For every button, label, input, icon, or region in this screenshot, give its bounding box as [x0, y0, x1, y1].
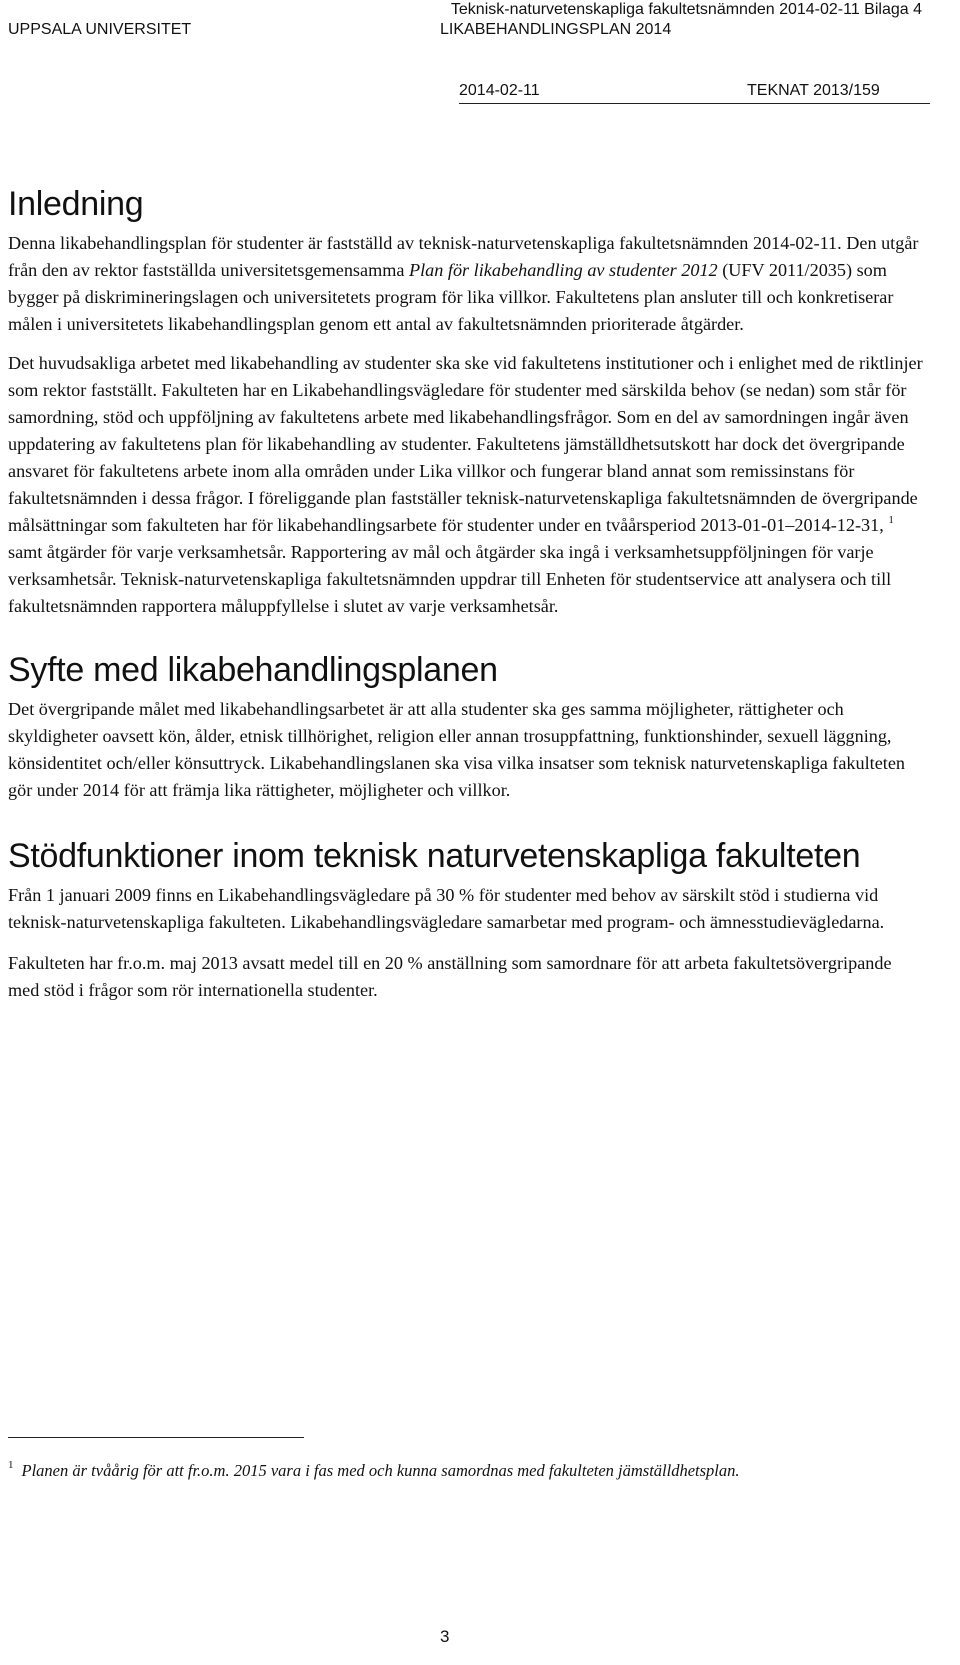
document-body — [8, 184, 923, 1018]
reference-number: TEKNAT 2013/159 — [747, 82, 880, 99]
intro-paragraph-1 — [8, 230, 923, 338]
support-paragraph-2: Fakulteten har fr.o.m. maj 2013 avsatt medel till en 20 % anställning som samordnare för att arbeta fakultetsövergripande med stöd i frågor som rör internationella studenter. — [8, 953, 892, 1000]
header-divider — [459, 103, 930, 104]
intro-p2-text-a: Det huvudsakliga arbetet med likabehandling av studenter ska ske vid fakultetens institutioner och i enlighet med de riktlinjer som rektor fastställt. Fakulteten har en Likabehandlingsvägledare för studenter med särskilda behov (se nedan) som står för samordning, stöd och uppföljning av fakultetens arbete med likabehandlingsfrågor. Som en del av samordningen ingår även uppdatering av fakultetens plan för likabehandling av studenter. Fakultetens jämställdhetsutskott har dock det övergripande ansvaret för fakultetens arbete inom alla områden under Lika villkor och fungerar bland annat som remissinstans för fakultetsnämnden i dessa frågor. I föreliggande plan fastställer teknisk-naturvetenskapliga fakultetsnämnden de övergripande målsättningar som fakulteten har för likabehandlingsarbete för studenter under en tvåårsperiod 2013-01-01–2014-12-31, — [8, 353, 923, 535]
page-number: 3 — [440, 1627, 450, 1646]
support-paragraph-1: Från 1 januari 2009 finns en Likabehandlingsvägledare på 30 % för studenter med behov av särskilt stöd i studierna vid teknisk-naturvetenskapliga fakulteten. Likabehandlingsvägledare samarbetar med program- och ämnesstudievägledarna. — [8, 885, 885, 932]
footnote-text: Planen är tvåårig för att fr.o.m. 2015 vara i fas med och kunna samordnas med fakulteten jämställdhetsplan. — [21, 1461, 740, 1480]
intro-paragraph-2 — [8, 350, 923, 620]
footnote-divider — [8, 1437, 304, 1438]
intro-p1-plan-title: Plan för likabehandling av studenter 2012 — [409, 260, 718, 280]
intro-p1-text-b: (UFV 2011/2035) som bygger på diskrimineringslagen och universitetets program för lika villkor. Fakultetens plan ansluter till och konkretiserar målen i universitetets likabehandlingsplan genom ett antal av fakultetsnämnden prioriterade åtgärder. — [8, 260, 894, 334]
intro-p2-text-b: samt åtgärder för varje verksamhetsår. Rapportering av mål och åtgärder ska ingå i verksamhetsuppföljningen för varje verksamhetsår. Teknisk-naturvetenskapliga fakultetsnämnden uppdrar till Enheten för studentservice att analysera och till fakultetsnämnden rapportera måluppfyllelse i slutet av varje verksamhetsår. — [8, 542, 892, 616]
heading-stodfunktioner: Stödfunktioner inom teknisk naturvetenskapliga fakulteten — [8, 837, 861, 875]
footnote-marker: 1 — [8, 1459, 14, 1471]
heading-inledning: Inledning — [8, 185, 144, 223]
purpose-paragraph: Det övergripande målet med likabehandlingsarbetet är att alla studenter ska ges samma möjligheter, rättigheter och skyldigheter oavsett kön, ålder, etnisk tillhörighet, religion eller annan trosuppfattning, funktionshinder, sexuell läggning, könsidentitet och/eller könsuttryck. Likabehandlingslanen ska visa vilka insatser som teknisk naturvetenskapliga fakulteten gör under 2014 för att främja lika rättigheter, möjligheter och villkor. — [8, 699, 906, 800]
document-title: Teknisk-naturvetenskapliga fakultetsnämnden 2014-02-11 Bilaga 4 — [450, 1, 922, 18]
university-name: UPPSALA UNIVERSITET — [8, 21, 192, 38]
footnote-reference[interactable]: 1 — [888, 514, 894, 526]
heading-syfte: Syfte med likabehandlingsplanen — [8, 651, 498, 689]
document-date: 2014-02-11 — [459, 82, 540, 99]
intro-p1-text-a: Denna likabehandlingsplan för studenter är fastställd av teknisk-naturvetenskapliga fakultetsnämnden 2014-02-11. Den utgår från den av rektor fastställda universitetsgemensamma — [8, 233, 919, 280]
footnote — [8, 1454, 740, 1482]
plan-name: LIKABEHANDLINGSPLAN 2014 — [440, 21, 672, 38]
